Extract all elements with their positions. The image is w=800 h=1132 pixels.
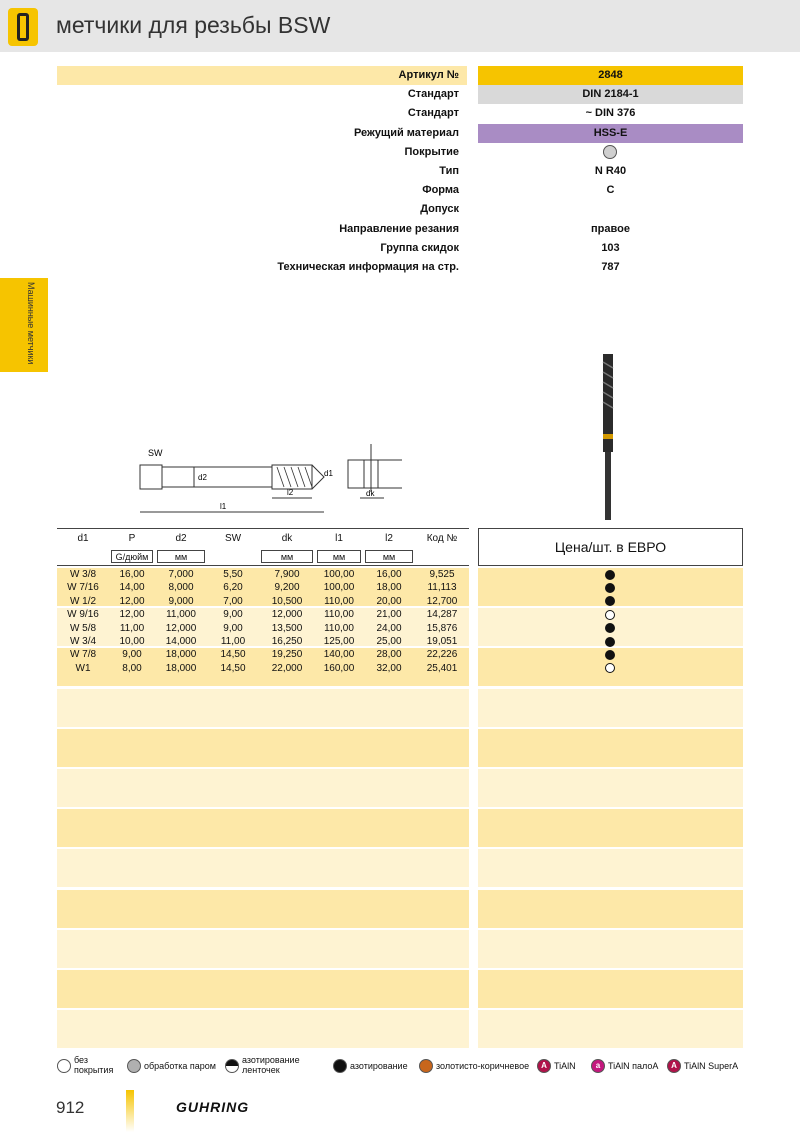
table-cell: 9,000 (168, 595, 194, 607)
spec-label: Техническая информация на стр. (277, 261, 459, 273)
column-unit: мм (365, 550, 413, 563)
table-cell: 7,000 (168, 569, 194, 580)
legend-label (74, 1055, 113, 1077)
column-unit (209, 550, 257, 563)
table-row (57, 635, 469, 648)
table-cell: W 1/2 (69, 595, 97, 607)
table-row (57, 648, 469, 661)
spec-value: N R40 (478, 162, 743, 181)
table-cell: 8,000 (168, 582, 194, 594)
table-cell: 110,00 (324, 609, 354, 621)
spec-row (57, 85, 743, 104)
spec-value: HSS-E (478, 124, 743, 143)
legend-label-line2: ленточек (242, 1065, 280, 1075)
column-unit: мм (261, 550, 313, 563)
spec-value: 787 (478, 258, 743, 277)
row-band (478, 849, 743, 887)
column-header: d2 (175, 533, 187, 544)
legend-swatch-icon (57, 1059, 71, 1073)
table-cell: W 9/16 (67, 609, 99, 621)
sw-label: SW (148, 448, 163, 458)
column-unit (417, 550, 467, 563)
spec-row (57, 66, 743, 85)
table-cell: 18,000 (165, 649, 197, 661)
table-cell: 8,00 (122, 662, 142, 674)
row-band (478, 809, 743, 847)
table-row (57, 622, 469, 635)
table-cell: 19,051 (426, 636, 458, 647)
legend-swatch-icon: A (667, 1059, 681, 1073)
legend-label-line1: обработка паром (144, 1061, 216, 1071)
available-dot-icon (605, 583, 615, 593)
legend-label (144, 1055, 216, 1077)
spec-row (57, 181, 743, 200)
legend-label-line1: без (74, 1055, 88, 1065)
page-number: 912 (56, 1098, 85, 1117)
column-unit: мм (317, 550, 361, 563)
table-cell: 9,525 (429, 569, 455, 580)
table-row (57, 568, 469, 581)
table-cell: 16,00 (119, 569, 145, 580)
l2-label: l2 (287, 488, 294, 497)
row-band (57, 849, 469, 887)
table-cell: 16,00 (376, 569, 402, 580)
available-dot-icon (605, 570, 615, 580)
column-header: d1 (77, 533, 89, 544)
footer-bar (126, 1090, 134, 1132)
table-cell: 12,000 (165, 622, 197, 634)
table-cell: 11,00 (119, 622, 145, 634)
table-cell: 11,00 (220, 636, 246, 647)
legend-label (242, 1055, 300, 1077)
table-cell: 9,00 (223, 609, 243, 621)
row-band (478, 1010, 743, 1048)
d1-label: d1 (324, 469, 333, 478)
column-header: SW (224, 533, 242, 544)
table-cell: 18,000 (165, 662, 197, 674)
legend-swatch-icon: A (537, 1059, 551, 1073)
spec-row (57, 143, 743, 162)
legend-label-line1: TiAlN SuperA (684, 1061, 739, 1071)
table-cell: 21,00 (376, 609, 402, 621)
table-cell: 16,250 (271, 636, 303, 647)
row-band (57, 930, 469, 968)
table-cell: 11,000 (166, 609, 196, 621)
table-cell: 19,250 (271, 649, 303, 661)
table-cell: W 5/8 (69, 622, 97, 634)
spec-row (57, 104, 743, 123)
legend-label-line1: TiAlN палоA (608, 1061, 659, 1071)
row-band (57, 890, 469, 928)
coating-swatch-icon (603, 145, 617, 159)
spec-value: DIN 2184-1 (478, 85, 743, 104)
legend-label-line1: TiAlN (554, 1061, 576, 1071)
spec-value: 2848 (478, 66, 743, 85)
legend-label (554, 1055, 576, 1077)
spec-label: Артикул № (57, 66, 467, 85)
spec-value (478, 200, 743, 219)
table-cell: 100,00 (323, 582, 355, 594)
table-cell: W1 (75, 662, 91, 674)
row-band (57, 769, 469, 807)
table-cell: 18,00 (376, 582, 402, 594)
spec-value: правое (478, 220, 743, 239)
dk-label: dk (366, 489, 375, 498)
table-cell: 14,50 (220, 662, 246, 674)
legend-swatch-icon (127, 1059, 141, 1073)
table-cell: 125,00 (323, 636, 355, 647)
table-cell: 110,00 (324, 595, 354, 607)
brand-logo: GUHRING (176, 1099, 250, 1115)
spec-label: Режущий материал (353, 126, 459, 139)
available-dot-empty-icon (605, 610, 615, 620)
table-cell: 12,000 (271, 609, 303, 621)
table-cell: 12,00 (119, 609, 145, 621)
legend-label-line1: азотирование (350, 1061, 408, 1071)
coating-legend (57, 1055, 743, 1077)
table-cell: 14,287 (426, 609, 458, 621)
spec-value: 103 (478, 239, 743, 258)
table-cell: 7,00 (223, 595, 243, 607)
price-header: Цена/шт. в ЕВРО (478, 528, 743, 566)
spec-row (57, 239, 743, 258)
table-cell: 6,20 (223, 582, 243, 594)
available-dot-icon (605, 637, 615, 647)
column-header: Код № (426, 533, 458, 544)
table-cell: 9,00 (223, 622, 243, 634)
spec-value: ~ DIN 376 (478, 104, 743, 123)
spec-label: Группа скидок (380, 241, 459, 254)
table-row (57, 608, 469, 621)
table-cell: W 3/8 (69, 569, 97, 580)
table-cell: 140,00 (323, 649, 355, 661)
table-cell: 10,00 (119, 636, 145, 647)
row-band (478, 729, 743, 767)
table-cell: 22,000 (271, 662, 303, 674)
tap-icon (8, 8, 38, 46)
legend-label-line1: золотисто-коричневое (436, 1061, 530, 1071)
column-unit (59, 550, 107, 563)
spec-label: Стандарт (407, 107, 459, 120)
table-cell: 24,00 (376, 622, 402, 634)
table-cell: 12,00 (119, 595, 145, 607)
spec-label: Стандарт (407, 88, 459, 101)
side-tab-label: Машинные метчики (26, 282, 36, 365)
row-band (478, 890, 743, 928)
table-cell: 9,00 (122, 649, 142, 661)
table-cell: 9,200 (274, 582, 300, 594)
row-band (478, 689, 743, 727)
column-unit: мм (157, 550, 205, 563)
page-title: метчики для резьбы BSW (56, 12, 331, 38)
spec-label: Тип (439, 165, 459, 177)
column-header: dk (281, 533, 293, 544)
legend-label-line1: азотирование (242, 1055, 300, 1065)
row-band (57, 809, 469, 847)
table-header (57, 528, 469, 566)
side-tab (0, 278, 48, 372)
table-cell: 32,00 (376, 662, 402, 674)
row-band (57, 970, 469, 1008)
legend-swatch-icon (225, 1059, 239, 1073)
d2-label: d2 (198, 473, 207, 482)
table-cell: W 3/4 (69, 636, 97, 647)
row-band (478, 970, 743, 1008)
table-cell: 100,00 (323, 569, 355, 580)
tap-photo (596, 354, 620, 520)
table-cell: 14,50 (220, 649, 246, 661)
table-cell: 15,876 (426, 622, 458, 634)
table-cell: W 7/16 (67, 582, 99, 594)
row-band (478, 769, 743, 807)
table-cell: 10,500 (271, 595, 303, 607)
table-cell: 7,900 (274, 569, 300, 580)
legend-label (436, 1055, 529, 1077)
column-header: P (128, 533, 136, 544)
spec-label: Допуск (420, 203, 459, 216)
l1-label: l1 (220, 502, 227, 511)
row-band (57, 689, 469, 727)
legend-label (608, 1055, 658, 1077)
row-band (57, 729, 469, 767)
spec-label: Покрытие (404, 145, 459, 158)
legend-label (350, 1055, 408, 1077)
column-unit: G/дюйм (111, 550, 153, 563)
table-cell: W 7/8 (69, 649, 97, 661)
legend-label (684, 1055, 738, 1077)
table-row (57, 581, 469, 594)
legend-swatch-icon (419, 1059, 433, 1073)
row-band (478, 930, 743, 968)
spec-value: C (478, 181, 743, 200)
spec-row (57, 258, 743, 277)
row-band (57, 1010, 469, 1048)
table-cell: 25,00 (376, 636, 402, 647)
spec-row (57, 220, 743, 239)
table-cell: 14,000 (165, 636, 197, 647)
spec-row (57, 162, 743, 181)
table-cell: 160,00 (323, 662, 355, 674)
legend-label-line2: покрытия (74, 1065, 114, 1075)
column-header: l2 (385, 533, 393, 544)
table-cell: 110,00 (324, 622, 354, 634)
table-cell: 22,226 (426, 649, 458, 661)
table-cell: 12,700 (426, 595, 458, 607)
table-cell: 5,50 (223, 569, 243, 580)
column-header: l1 (335, 533, 343, 544)
table-cell: 20,00 (376, 595, 402, 607)
table-row (57, 662, 469, 675)
spec-row (57, 124, 743, 143)
table-cell: 14,00 (119, 582, 145, 594)
table-cell: 13,500 (271, 622, 303, 634)
hole-drawing (322, 440, 402, 510)
table-cell: 11,113 (427, 582, 457, 594)
spec-row (57, 200, 743, 219)
table-cell: 28,00 (376, 649, 402, 661)
legend-swatch-icon (333, 1059, 347, 1073)
spec-label: Форма (422, 184, 459, 197)
spec-label: Направление резания (339, 222, 459, 235)
available-dot-icon (605, 650, 615, 660)
table-cell: 25,401 (426, 662, 458, 674)
legend-swatch-icon: a (591, 1059, 605, 1073)
table-row (57, 595, 469, 608)
